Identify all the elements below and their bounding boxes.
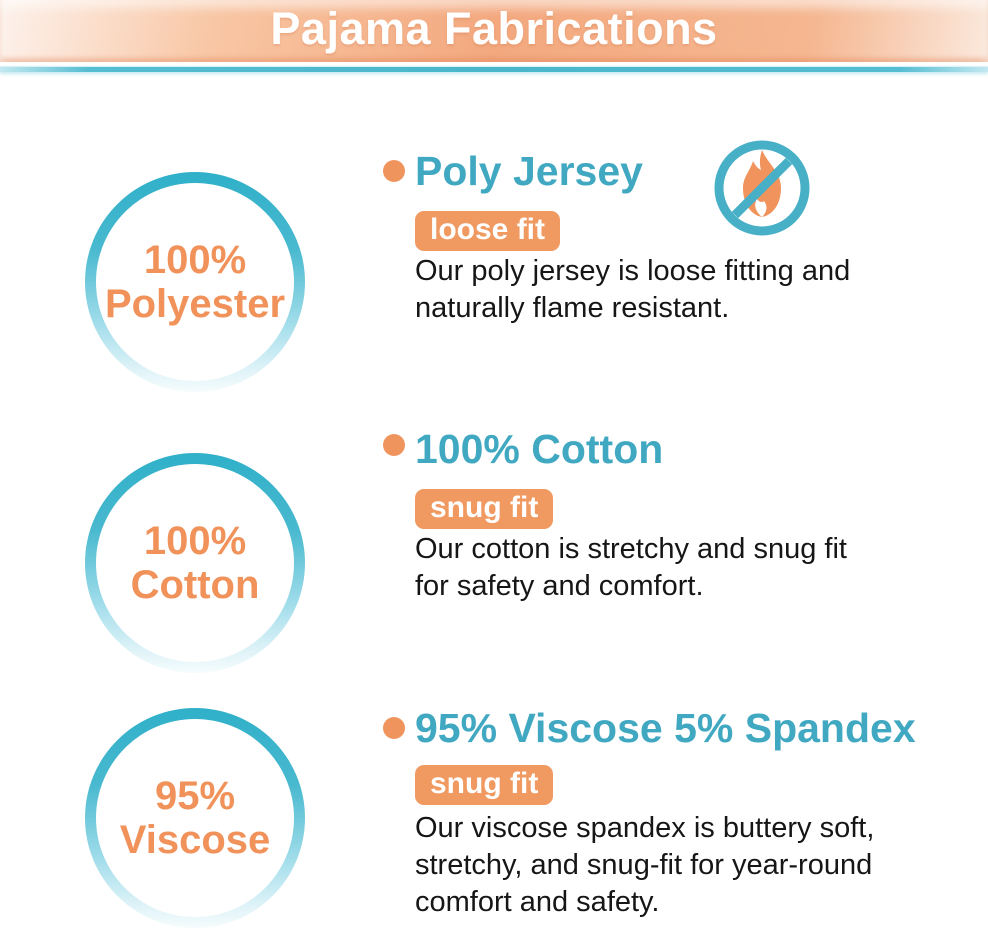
header-bar (0, 0, 988, 62)
fabric-section-viscose (0, 690, 988, 924)
description-line: naturally flame resistant. (415, 292, 730, 324)
fabric-circle-percentage: 100% (143, 238, 247, 282)
section-heading-polyester: Poly Jersey (415, 148, 643, 194)
fabric-circle-material: Cotton (130, 563, 260, 607)
fit-badge-snug: snug fit (415, 765, 553, 805)
fabric-section-polyester (0, 130, 988, 380)
description-line: Our cotton is stretchy and snug fit (415, 533, 847, 565)
fabric-circle-material: Viscose (119, 818, 271, 862)
bullet-icon (383, 434, 405, 456)
section-description-cotton (415, 531, 847, 605)
fabric-section-cotton (0, 420, 988, 670)
section-description-viscose (415, 810, 874, 921)
fabric-circle-percentage: 100% (143, 519, 247, 563)
no-flame-icon (712, 138, 812, 238)
section-description-polyester (415, 253, 850, 327)
divider-line (0, 67, 988, 72)
fabric-circle-polyester (85, 172, 305, 392)
description-line: for safety and comfort. (415, 570, 704, 602)
fabric-circle-percentage: 95% (154, 774, 236, 818)
description-line: Our poly jersey is loose fitting and (415, 255, 851, 287)
fabric-circle-viscose (85, 708, 305, 928)
fabric-circle-material: Polyester (104, 282, 286, 326)
section-heading-viscose: 95% Viscose 5% Spandex (415, 705, 916, 751)
description-line: comfort and safety. (415, 886, 660, 918)
description-line: Our viscose spandex is buttery soft, (415, 812, 875, 844)
bullet-icon (383, 717, 405, 739)
bullet-icon (383, 160, 405, 182)
page-title: Pajama Fabrications (270, 3, 718, 54)
section-heading-cotton: 100% Cotton (415, 426, 664, 472)
description-line: stretchy, and snug-fit for year-round (415, 849, 873, 881)
fit-badge-loose: loose fit (415, 211, 560, 251)
fit-badge-snug: snug fit (415, 489, 553, 529)
fabric-circle-cotton (85, 453, 305, 673)
